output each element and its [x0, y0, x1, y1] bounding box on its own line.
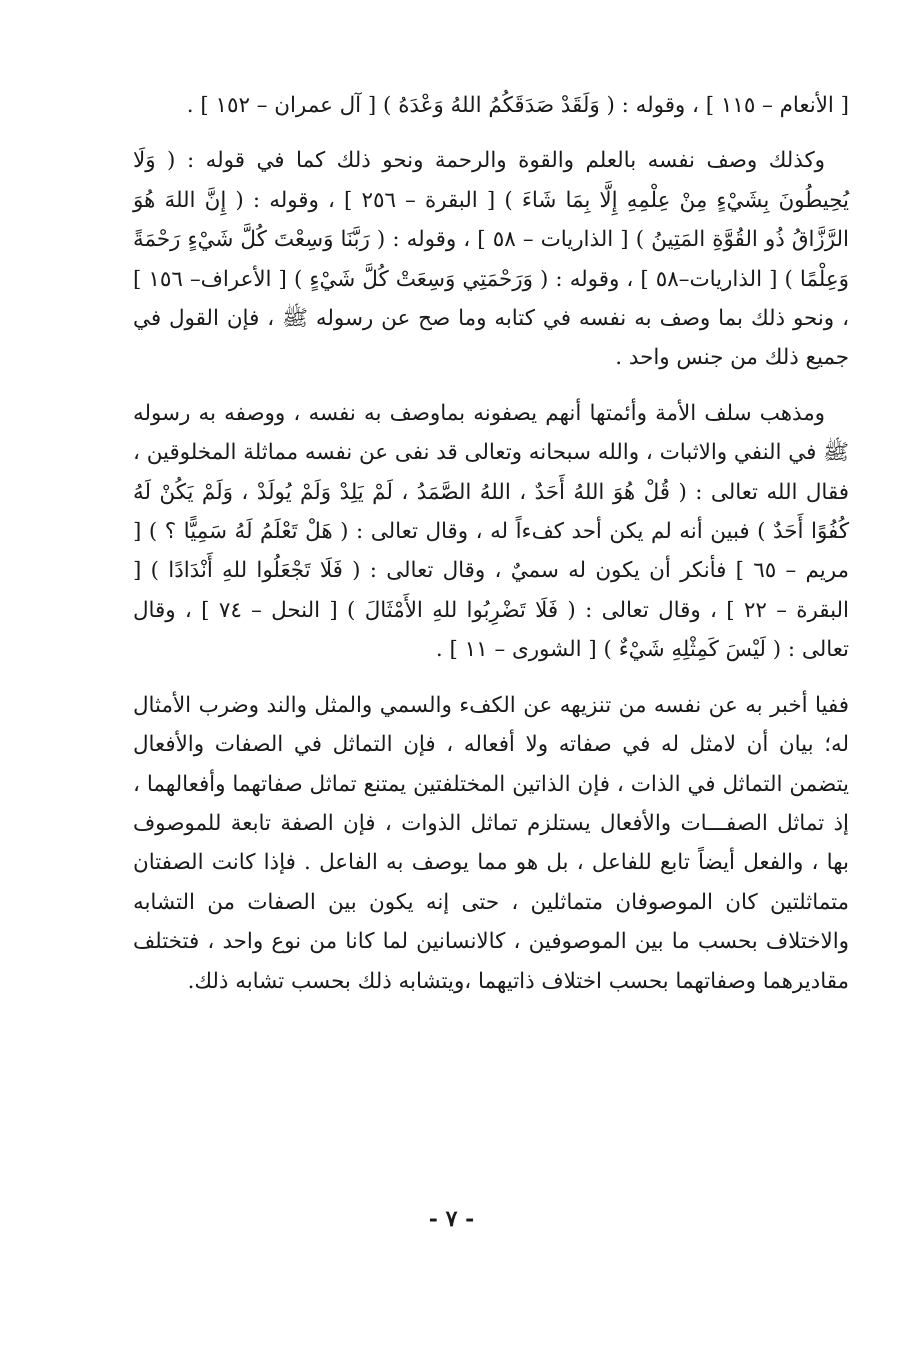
paragraph-1: [ الأنعام – ١١٥ ] ، وقوله : ( وَلَقَدْ صَدَقَكُمُ اللهُ وَعْدَهُ ) [ آل عمران – ١٥٢ ] .: [186, 93, 849, 118]
paragraph-4: ففيا أخبر به عن نفسه من تنزيهه عن الكفء والسمي والمثل والند وضرب الأمثال له؛ بيان أن لامثل له في صفاته ولا أفعاله ، فإن التماثل في الصفات والأفعال يتضمن التماثل في الذات ، فإن الذاتين المختلفتين يمتنع تماثل صفاتهما وأفعالهما ، إذ تماثل الصفـــات والأفعال يستلزم تماثل الذوات ، فإن الصفة تابعة للموصوف بها ، والفعل أيضاً تابع للفاعل ، بل هو مما يوصف به الفاعل . فإذا كانت الصفتان متماثلتين كان الموصوفان متماثلين ، حتى إنه يكون بين الصفات من التشابه والاختلاف بحسب ما بين الموصوفين ، كالانسانين لما كانا من نوع واحد ، فتختلف مقاديرهما وصفاتهما بحسب اختلاف ذاتيهما ،ويتشابه ذلك بحسب تشابه ذلك.: [133, 692, 849, 994]
page-number: - ٧ -: [428, 1206, 475, 1232]
paragraph-2: وكذلك وصف نفسه بالعلم والقوة والرحمة ونحو ذلك كما في قوله : ( وَلَا يُحِيطُونَ بِشَيْءٍ مِنْ عِلْمِهِ إِلَّا بِمَا شَاءَ ) [ البقرة – ٢٥٦ ] ، وقوله : ( إِنَّ اللهَ هُوَ الرَّزَّاقُ ذُو القُوَّةِ المَتِينُ ) [ الذاريات – ٥٨ ] ، وقوله : ( رَبَّنَا وَسِعْتَ كُلَّ شَيْءٍ رَحْمَةً وَعِلْمًا ) [ الذاريات–٥٨ ] ، وقوله : ( وَرَحْمَتِي وَسِعَتْ كُلَّ شَيْءٍ ) [ الأعراف– ١٥٦ ] ، ونحو ذلك بما وصف به نفسه في كتابه وما صح عن رسوله ﷺ ، فإن القول في جميع ذلك من جنس واحد .: [133, 148, 849, 371]
paragraph-3: ومذهب سلف الأمة وأئمتها أنهم يصفونه بماوصف به نفسه ، ووصفه به رسوله ﷺ في النفي والاثبات ، والله سبحانه وتعالى قد نفى عن نفسه مماثلة المخلوقين ، فقال الله تعالى : ( قُلْ هُوَ اللهُ أَحَدٌ ، اللهُ الصَّمَدُ ، لَمْ يَلِدْ وَلَمْ يُولَدْ ، وَلَمْ يَكُنْ لَهُ كُفُوًا أَحَدٌ ) فبين أنه لم يكن أحد كفءاً له ، وقال تعالى : ( هَلْ تَعْلَمُ لَهُ سَمِيًّا ؟ ) [ مريم – ٦٥ ] فأنكر أن يكون له سميٌ ، وقال تعالى : ( فَلَا تَجْعَلُوا للهِ أَنْدَادًا ) [ البقرة – ٢٢ ] ، وقال تعالى : ( فَلَا تَضْرِبُوا للهِ الأَمْثَالَ ) [ النحل – ٧٤ ] ، وقال تعالى : ( لَيْسَ كَمِثْلِهِ شَيْءٌ ) [ الشورى – ١١ ] .: [133, 400, 849, 663]
page-body-text: [133, 86, 849, 1001]
book-page: [0, 86, 903, 1364]
